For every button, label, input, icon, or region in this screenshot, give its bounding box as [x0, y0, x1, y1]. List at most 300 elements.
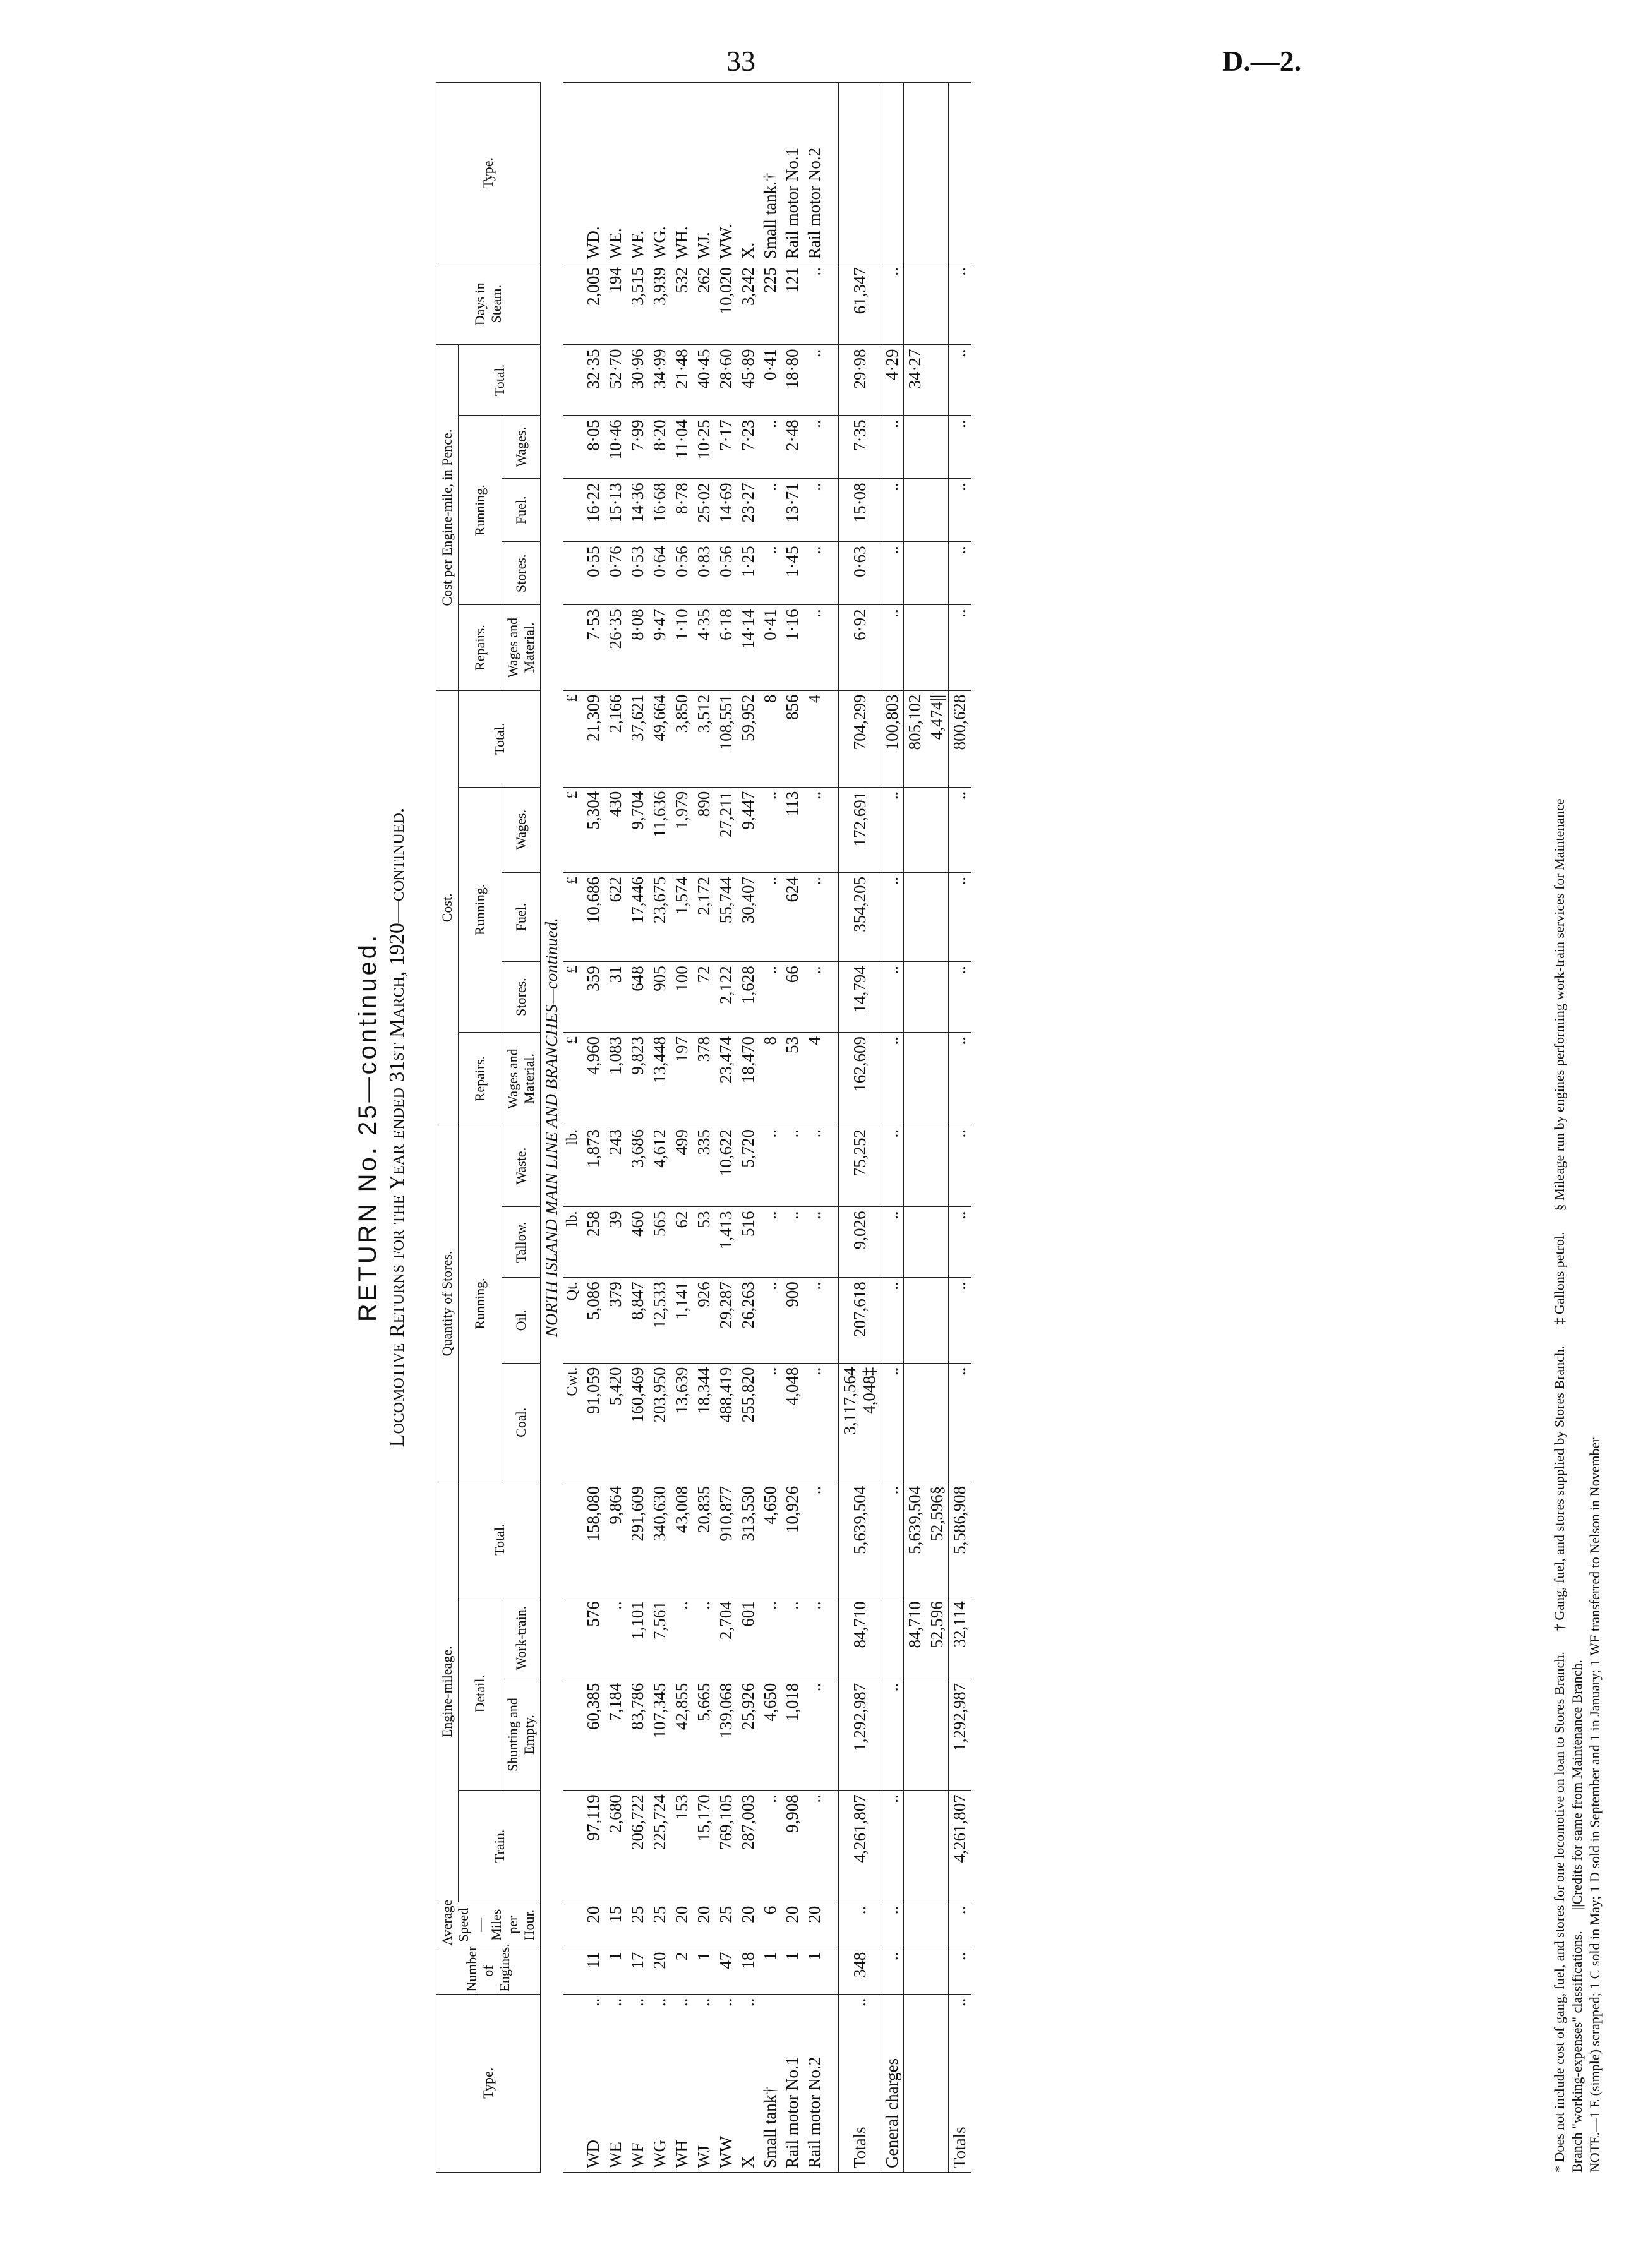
- cell-empty: [926, 83, 949, 263]
- cell-coal: 91,059: [582, 1363, 604, 1482]
- row-type: Rail motor No.1: [783, 2056, 802, 2168]
- cell-oil: ..: [949, 1278, 971, 1363]
- cell-speed: [926, 1902, 949, 1948]
- cell-work: 601: [737, 1597, 759, 1679]
- unit-coal: Cwt.: [563, 1363, 582, 1482]
- row-type-right: WH.: [671, 83, 693, 263]
- cell-p-fuel: 15·13: [604, 479, 627, 542]
- cell-c-sto: 100: [671, 962, 693, 1033]
- cell-c-fuel: [926, 873, 949, 962]
- cell-tallow: 62: [671, 1207, 693, 1278]
- cell-waste: [926, 1125, 949, 1207]
- row-type: Rail motor No.2: [805, 2056, 824, 2168]
- cell-speed: 25: [627, 1902, 649, 1948]
- cell-empty: [904, 83, 927, 263]
- cell-c-fuel: 10,686: [582, 873, 604, 962]
- table-row: [604, 83, 627, 2173]
- cell-speed: 20: [803, 1902, 826, 1948]
- return-subtitle: Locomotive Returns for the Year ended 31st March, 1920—continued.: [385, 807, 409, 1448]
- cell-speed: 25: [649, 1902, 671, 1948]
- cell-coal: [926, 1363, 949, 1482]
- cell-c-rep: 4,960: [582, 1032, 604, 1125]
- cell-speed: 25: [715, 1902, 737, 1948]
- cell-p-sto: ..: [949, 542, 971, 605]
- cell-train: 9,908: [781, 1791, 803, 1902]
- cell-p-fuel: 16·22: [582, 479, 604, 542]
- cell-c-fuel: 622: [604, 873, 627, 962]
- cell-engines: 11: [582, 1948, 604, 1994]
- cell-speed: 20: [582, 1902, 604, 1948]
- cell-c-rep: 197: [671, 1032, 693, 1125]
- cell-train: 4,261,807: [949, 1791, 971, 1902]
- cell-engines: [926, 1948, 949, 1994]
- cell-p-wag: 10·25: [693, 416, 715, 479]
- cell-p-rep: 0·41: [759, 605, 781, 690]
- row-type-label: [582, 1994, 604, 2172]
- leader-dots: ..: [850, 1998, 869, 2007]
- cell-c-fuel: 17,446: [627, 873, 649, 962]
- header-pence-repairs: Repairs.: [459, 605, 502, 690]
- footnotes: [1551, 82, 1604, 2173]
- leader-dots: ..: [672, 1998, 691, 2007]
- cell-waste: 1,873: [582, 1125, 604, 1207]
- cell-p-sto: ..: [803, 542, 826, 605]
- cell-waste: 499: [671, 1125, 693, 1207]
- row-type: Small tank†: [761, 2086, 779, 2168]
- cell-c-wag: [904, 787, 927, 872]
- cell-speed: 20: [671, 1902, 693, 1948]
- cell-c-sto: 14,794: [839, 962, 881, 1033]
- cell-engines: 20: [649, 1948, 671, 1994]
- cell-train: [904, 1791, 927, 1902]
- cell-waste: [904, 1125, 927, 1207]
- header-stores-running: Running.: [459, 1125, 502, 1482]
- cell-days: ..: [949, 263, 971, 345]
- cell-shunting: 42,855: [671, 1679, 693, 1791]
- cell-shunting: [904, 1679, 927, 1791]
- cell-c-wag: 113: [781, 787, 803, 872]
- cell-oil: 926: [693, 1278, 715, 1363]
- cell-speed: 6: [759, 1902, 781, 1948]
- row-type: WW: [716, 2136, 735, 2168]
- cell-tallow: 258: [582, 1207, 604, 1278]
- cell-shunting: ..: [881, 1679, 904, 1791]
- row-type-label: [781, 1994, 803, 2172]
- table-row: [693, 83, 715, 2173]
- cell-oil: 26,263: [737, 1278, 759, 1363]
- header-average-speed: Average Speed—Miles per Hour.: [436, 1902, 541, 1948]
- row-type: WF: [628, 2142, 647, 2168]
- cell-tallow: 516: [737, 1207, 759, 1278]
- header-cost-repairs: Repairs.: [459, 1032, 502, 1125]
- cell-p-fuel: ..: [759, 479, 781, 542]
- cell-c-tot: 108,551: [715, 690, 737, 787]
- cell-waste: ..: [803, 1125, 826, 1207]
- cell-p-tot: ..: [803, 345, 826, 416]
- cell-days: 61,347: [839, 263, 881, 345]
- cell-tallow: ..: [781, 1207, 803, 1278]
- cell-engines: 18: [737, 1948, 759, 1994]
- cell-oil: [926, 1278, 949, 1363]
- row-type-right: WG.: [649, 83, 671, 263]
- header-work-train: Work-train.: [502, 1597, 541, 1679]
- cell-p-rep: ..: [881, 605, 904, 690]
- cell-p-sto: 0·63: [839, 542, 881, 605]
- cell-engines: 1: [604, 1948, 627, 1994]
- cell-work: 52,596: [926, 1597, 949, 1679]
- cell-speed: 20: [781, 1902, 803, 1948]
- row-type-right: WJ.: [693, 83, 715, 263]
- row-type-right: WE.: [604, 83, 627, 263]
- cell-shunting: 107,345: [649, 1679, 671, 1791]
- cell-p-tot: 34·27: [904, 345, 927, 416]
- row-type-right: WD.: [582, 83, 604, 263]
- cell-waste: 243: [604, 1125, 627, 1207]
- cell-oil: 5,086: [582, 1278, 604, 1363]
- leader-dots: ..: [584, 1998, 603, 2007]
- cell-oil: 29,287: [715, 1278, 737, 1363]
- cell-c-rep: ..: [949, 1032, 971, 1125]
- cell-p-wag: 7·99: [627, 416, 649, 479]
- cell-c-wag: 9,704: [627, 787, 649, 872]
- cell-coal: ..: [759, 1363, 781, 1482]
- header-type-right: Type.: [436, 83, 541, 263]
- cell-coal: [839, 1363, 881, 1482]
- cell-engines: ..: [949, 1948, 971, 1994]
- cell-c-fuel: ..: [949, 873, 971, 962]
- cell-c-rep: 9,823: [627, 1032, 649, 1125]
- cell-empty: [881, 83, 904, 263]
- section-heading: NORTH ISLAND MAIN LINE AND BRANCHES—continued.: [542, 918, 561, 1337]
- header-pence-total: Total.: [459, 345, 541, 416]
- cell-oil: [904, 1278, 927, 1363]
- cell-oil: 12,533: [649, 1278, 671, 1363]
- cell-c-wag: ..: [759, 787, 781, 872]
- cell-work: [881, 1597, 904, 1679]
- cell-c-tot: 21,309: [582, 690, 604, 787]
- cell-days: 2,005: [582, 263, 604, 345]
- cell-engines: 348: [839, 1948, 881, 1994]
- cell-c-wag: 172,691: [839, 787, 881, 872]
- cell-p-sto: 0·76: [604, 542, 627, 605]
- subtotal-row: [904, 83, 927, 2173]
- cell-oil: 1,141: [671, 1278, 693, 1363]
- footnote-note: NOTE.—1 E (simple) scrapped; 1 C sold in May; 1 D sold in September and 1 in January; 1 WF transferred to Nelson in November: [1587, 1437, 1603, 2173]
- cell-p-sto: ..: [759, 542, 781, 605]
- row-type-label: [627, 1994, 649, 2172]
- leader-dots: ..: [694, 1998, 713, 2007]
- cell-p-wag: [904, 416, 927, 479]
- unit-cost-repairs: £: [563, 1032, 582, 1125]
- cell-c-rep: 53: [781, 1032, 803, 1125]
- cell-c-rep: 4: [803, 1032, 826, 1125]
- cell-days: 532: [671, 263, 693, 345]
- cell-work: ..: [604, 1597, 627, 1679]
- header-pence-stores: Stores.: [502, 542, 541, 605]
- cell-shunting: 60,385: [582, 1679, 604, 1791]
- header-engine-mileage: Engine-mileage.: [436, 1482, 459, 1902]
- cell-empty: [949, 83, 971, 263]
- cell-days: 10,020: [715, 263, 737, 345]
- header-quantity-of-stores: Quantity of Stores.: [436, 1125, 459, 1482]
- cell-mtotal: 43,008: [671, 1482, 693, 1597]
- footnote-5: Branch "working-expenses" classifications.: [1569, 1931, 1585, 2173]
- cell-p-fuel: ..: [803, 479, 826, 542]
- cell-speed: ..: [881, 1902, 904, 1948]
- cell-p-wag: 7·23: [737, 416, 759, 479]
- unit-cost-stores: £: [563, 962, 582, 1033]
- cell-p-tot: 28·60: [715, 345, 737, 416]
- leader-dots: ..: [650, 1998, 669, 2007]
- cell-p-fuel: 23·27: [737, 479, 759, 542]
- cell-tallow: ..: [803, 1207, 826, 1278]
- cell-p-tot: 34·99: [649, 345, 671, 416]
- cell-c-wag: 27,211: [715, 787, 737, 872]
- cell-engines: 2: [671, 1948, 693, 1994]
- cell-train: ..: [759, 1791, 781, 1902]
- row-type-right: Small tank.†: [759, 83, 781, 263]
- rotated-page-body: [354, 82, 1636, 2173]
- cell-p-tot: 4·29: [881, 345, 904, 416]
- cell-tallow: ..: [881, 1207, 904, 1278]
- cell-c-rep: 1,083: [604, 1032, 627, 1125]
- cell-p-rep: 26·35: [604, 605, 627, 690]
- table-row: [781, 83, 803, 2173]
- row-type: X: [738, 2156, 757, 2168]
- cell-engines: 1: [693, 1948, 715, 1994]
- cell-p-rep: 1·10: [671, 605, 693, 690]
- cell-coal: 13,639: [671, 1363, 693, 1482]
- header-oil: Oil.: [502, 1278, 541, 1363]
- cell-days: 3,939: [649, 263, 671, 345]
- row-type-label: [604, 1994, 627, 2172]
- cell-p-tot: 52·70: [604, 345, 627, 416]
- header-pence-fuel: Fuel.: [502, 479, 541, 542]
- footnote-6: ||Credits for same from Maintenance Branch.: [1569, 1660, 1585, 1911]
- row-label: Totals: [850, 2127, 869, 2168]
- grand-totals-row: [949, 83, 971, 2173]
- units-row: [563, 83, 582, 2173]
- cell-p-tot: 29·98: [839, 345, 881, 416]
- header-pence-wages: Wages.: [502, 416, 541, 479]
- cell-p-tot: 30·96: [627, 345, 649, 416]
- cell-tallow: ..: [759, 1207, 781, 1278]
- cell-p-wag: 11·04: [671, 416, 693, 479]
- cell-engines: 1: [759, 1948, 781, 1994]
- cell-days: 225: [759, 263, 781, 345]
- cell-work: 84,710: [839, 1597, 881, 1679]
- cell-coal: ..: [881, 1363, 904, 1482]
- locomotive-returns-table: [436, 82, 971, 2173]
- row-type-right: WF.: [627, 83, 649, 263]
- cell-p-rep: 1·16: [781, 605, 803, 690]
- cell-mtotal: 313,530: [737, 1482, 759, 1597]
- cell-c-rep: 162,609: [839, 1032, 881, 1125]
- cell-mtotal: 910,877: [715, 1482, 737, 1597]
- cell-days: [904, 263, 927, 345]
- cell-waste: 10,622: [715, 1125, 737, 1207]
- cell-shunting: 25,926: [737, 1679, 759, 1791]
- cell-c-tot: 704,299: [839, 690, 881, 787]
- cell-c-tot: 4: [803, 690, 826, 787]
- page-code: D.—2.: [1222, 45, 1302, 77]
- general-charges-row-label: [881, 1994, 904, 2172]
- cell-p-rep: 4·35: [693, 605, 715, 690]
- header-train: Train.: [459, 1791, 541, 1902]
- cell-c-rep: 23,474: [715, 1032, 737, 1125]
- cell-c-fuel: 23,675: [649, 873, 671, 962]
- cell-p-sto: 1·25: [737, 542, 759, 605]
- cell-tallow: 53: [693, 1207, 715, 1278]
- cell-p-fuel: 15·08: [839, 479, 881, 542]
- grand-totals-row-label: [949, 1994, 971, 2172]
- totals-row-label: [839, 1994, 881, 2172]
- cell-waste: 3,686: [627, 1125, 649, 1207]
- cell-p-tot: 32·35: [582, 345, 604, 416]
- cell-c-wag: ..: [803, 787, 826, 872]
- cell-c-wag: 430: [604, 787, 627, 872]
- cell-tallow: ..: [949, 1207, 971, 1278]
- cell-mtotal: 291,609: [627, 1482, 649, 1597]
- cell-train: 287,003: [737, 1791, 759, 1902]
- cell-mtotal: 9,864: [604, 1482, 627, 1597]
- cell-p-fuel: [904, 479, 927, 542]
- page-number: 33: [726, 45, 755, 77]
- cell-c-tot: 4,474||: [926, 690, 949, 787]
- cell-c-fuel: 30,407: [737, 873, 759, 962]
- cell-days: ..: [803, 263, 826, 345]
- cell-engines: [904, 1948, 927, 1994]
- header-detail: Detail.: [459, 1597, 502, 1791]
- general-charges-row: [881, 83, 904, 2173]
- cell-p-rep: ..: [803, 605, 826, 690]
- cell-p-fuel: 8·78: [671, 479, 693, 542]
- cell-p-rep: 8·08: [627, 605, 649, 690]
- cell-work: ..: [759, 1597, 781, 1679]
- cell-p-fuel: 16·68: [649, 479, 671, 542]
- cell-p-sto: 0·56: [715, 542, 737, 605]
- cell-p-fuel: 25·02: [693, 479, 715, 542]
- less-row: [926, 83, 949, 2173]
- cell-coal: 255,820: [737, 1363, 759, 1482]
- cell-c-rep: 18,470: [737, 1032, 759, 1125]
- cell-c-sto: 72: [693, 962, 715, 1033]
- row-type-label: [803, 1994, 826, 2172]
- cell-c-fuel: ..: [759, 873, 781, 962]
- header-cost-running: Running.: [459, 787, 502, 1032]
- cell-speed: ..: [839, 1902, 881, 1948]
- cell-mtotal: 20,835: [693, 1482, 715, 1597]
- cell-train: ..: [803, 1791, 826, 1902]
- cell-speed: ..: [949, 1902, 971, 1948]
- cell-train: 206,722: [627, 1791, 649, 1902]
- cell-oil: 379: [604, 1278, 627, 1363]
- cell-c-tot: 800,628: [949, 690, 971, 787]
- cell-c-tot: 3,850: [671, 690, 693, 787]
- cell-c-tot: 805,102: [904, 690, 927, 787]
- cell-mtotal: 340,630: [649, 1482, 671, 1597]
- footnote-1: * Does not include cost of gang, fuel, and stores for one locomotive on loan to Stores Branch.: [1551, 1652, 1567, 2173]
- cell-engines: ..: [881, 1948, 904, 1994]
- cell-coal: [904, 1363, 927, 1482]
- cell-c-wag: 11,636: [649, 787, 671, 872]
- cell-c-sto: 359: [582, 962, 604, 1033]
- cell-work: 2,704: [715, 1597, 737, 1679]
- cell-waste: ..: [881, 1125, 904, 1207]
- cell-oil: 207,618: [839, 1278, 881, 1363]
- cell-c-fuel: ..: [803, 873, 826, 962]
- cell-engines: 47: [715, 1948, 737, 1994]
- cell-p-rep: [926, 605, 949, 690]
- cell-train: 4,261,807: [839, 1791, 881, 1902]
- cell-tallow: [926, 1207, 949, 1278]
- cell-p-sto: ..: [881, 542, 904, 605]
- cell-p-wag: 8·05: [582, 416, 604, 479]
- table-row: [715, 83, 737, 2173]
- row-type-right: Rail motor No.1: [781, 83, 803, 263]
- cell-coal: 4,048: [781, 1363, 803, 1482]
- cell-mtotal: 5,639,504: [904, 1482, 927, 1597]
- row-type-label: [649, 1994, 671, 2172]
- cell-p-tot: 18·80: [781, 345, 803, 416]
- cell-engines: 1: [781, 1948, 803, 1994]
- header-number-of-engines: Number of Engines.: [436, 1948, 541, 1994]
- cell-work: 32,114: [949, 1597, 971, 1679]
- cell-p-rep: ..: [949, 605, 971, 690]
- cell-c-sto: 905: [649, 962, 671, 1033]
- cell-p-sto: [926, 542, 949, 605]
- cell-c-sto: [926, 962, 949, 1033]
- cell-waste: 75,252: [839, 1125, 881, 1207]
- cell-days: [926, 263, 949, 345]
- cell-mtotal: 4,650: [759, 1482, 781, 1597]
- cell-coal: ..: [803, 1363, 826, 1482]
- subtotal-row-label: [904, 1994, 927, 2172]
- table-row: [582, 83, 604, 2173]
- cell-p-wag: 2·48: [781, 416, 803, 479]
- header-cost-stores: Stores.: [502, 962, 541, 1033]
- cell-p-fuel: 14·69: [715, 479, 737, 542]
- row-type-label: [715, 1994, 737, 2172]
- header-cost-fuel: Fuel.: [502, 873, 541, 962]
- cell-engines: 1: [803, 1948, 826, 1994]
- cell-speed: 15: [604, 1902, 627, 1948]
- cell-p-tot: [926, 345, 949, 416]
- cell-c-tot: 49,664: [649, 690, 671, 787]
- row-label: Totals: [950, 2127, 969, 2168]
- cell-p-fuel: 14·36: [627, 479, 649, 542]
- cell-empty: [839, 83, 881, 263]
- cell-c-rep: 8: [759, 1032, 781, 1125]
- cell-waste: ..: [759, 1125, 781, 1207]
- cell-p-fuel: ..: [881, 479, 904, 542]
- cell-c-tot: 8: [759, 690, 781, 787]
- header-cost-per-engine-mile: Cost per Engine-mile, in Pence.: [436, 345, 459, 690]
- cell-mtotal: ..: [881, 1482, 904, 1597]
- header-tallow: Tallow.: [502, 1207, 541, 1278]
- cell-c-sto: ..: [759, 962, 781, 1033]
- cell-speed: 20: [737, 1902, 759, 1948]
- cell-days: 194: [604, 263, 627, 345]
- cell-speed: [904, 1902, 927, 1948]
- footnote-4: § Mileage run by engines performing work-train services for Maintenance: [1551, 798, 1567, 1211]
- row-type: WE: [606, 2142, 625, 2168]
- cell-p-rep: [904, 605, 927, 690]
- table-row: [759, 83, 781, 2173]
- cell-c-fuel: 624: [781, 873, 803, 962]
- return-title: RETURN No. 25—continued.: [354, 932, 382, 1323]
- cell-tallow: [904, 1207, 927, 1278]
